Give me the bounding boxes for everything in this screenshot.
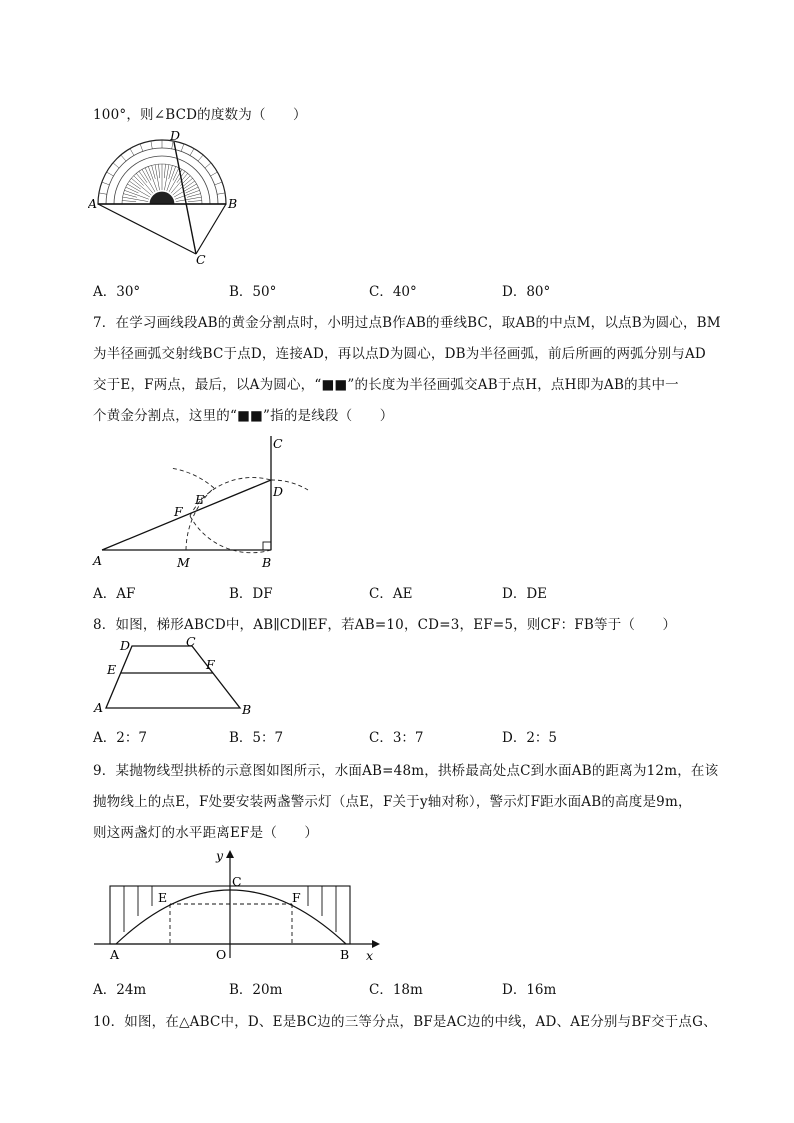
q6-protractor-figure bbox=[88, 128, 248, 268]
q10-line: 10．如图，在△ABC中，D、E是BC边的三等分点，BF是AC边的中线，AD、AE分别与BF交于点G、 bbox=[93, 1014, 717, 1030]
q8-option-a[interactable]: A．2：7 bbox=[93, 730, 147, 746]
q6-option-c[interactable]: C．40° bbox=[369, 284, 417, 300]
q9-option-c[interactable]: C．18m bbox=[369, 982, 423, 998]
q8-label-d: D bbox=[120, 638, 131, 653]
q9-option-d[interactable]: D．16m bbox=[502, 982, 557, 998]
q6-text: 100°，则∠BCD的度数为（ ） bbox=[93, 107, 307, 123]
q8-label-a: A bbox=[94, 700, 104, 715]
q6-label-a: A bbox=[88, 196, 98, 211]
q9-label-a: A bbox=[110, 947, 120, 962]
q7-golden-section-figure bbox=[90, 432, 320, 572]
q9-line-2: 抛物线上的点E，F处要安装两盏警示灯（点E，F关于y轴对称），警示灯F距水面AB的高度是9m， bbox=[93, 794, 692, 810]
q7-option-a[interactable]: A．AF bbox=[93, 586, 136, 602]
q7-label-d: D bbox=[273, 484, 284, 499]
q7-label-b: B bbox=[262, 555, 272, 570]
q7-line-2: 为半径画弧交射线BC于点D，连接AD，再以点D为圆心，DB为半径画弧，前后所画的两弧分别与AD bbox=[93, 346, 706, 362]
q7-option-d[interactable]: D．DE bbox=[502, 586, 548, 602]
q8-option-d[interactable]: D．2：5 bbox=[502, 730, 558, 746]
q8-option-c[interactable]: C．3：7 bbox=[369, 730, 424, 746]
q9-label-c: C bbox=[232, 874, 242, 889]
q8-label-c: C bbox=[186, 636, 196, 649]
q9-line-3: 则这两盏灯的水平距离EF是（ ） bbox=[93, 825, 319, 841]
q8-label-f: F bbox=[206, 657, 215, 672]
q9-line-1: 9．某抛物线型拱桥的示意图如图所示，水面AB=48m，拱桥最高处点C到水面AB的距离为12m，在该 bbox=[93, 763, 719, 779]
q9-arch-bridge-figure bbox=[90, 846, 390, 966]
q9-label-f: F bbox=[292, 890, 301, 905]
q6-label-c: C bbox=[196, 252, 206, 267]
q9-label-b: B bbox=[340, 947, 350, 962]
q7-option-c[interactable]: C．AE bbox=[369, 586, 413, 602]
q6-option-d[interactable]: D．80° bbox=[502, 284, 551, 300]
q8-option-b[interactable]: B．5：7 bbox=[229, 730, 284, 746]
q7-label-a: A bbox=[93, 553, 103, 568]
q8-line: 8．如图，梯形ABCD中，AB∥CD∥EF，若AB=10，CD=3，EF=5，则CF：FB等于（ ） bbox=[93, 617, 677, 633]
q7-line-1: 7．在学习画线段AB的黄金分割点时，小明过点B作AB的垂线BC，取AB的中点M，以点B为圆心，BM bbox=[93, 315, 721, 331]
q7-line-3: 交于E，F两点，最后，以A为圆心，“■■”的长度为半径画弧交AB于点H，点H即为AB的其中一 bbox=[93, 377, 679, 393]
q6-option-b[interactable]: B．50° bbox=[229, 284, 277, 300]
q9-label-x: x bbox=[366, 948, 374, 963]
q6-option-a[interactable]: A．30° bbox=[93, 284, 141, 300]
q7-label-e: E bbox=[195, 492, 205, 507]
q9-label-e: E bbox=[158, 890, 168, 905]
q9-label-o: O bbox=[216, 947, 227, 962]
q7-label-m: M bbox=[177, 555, 190, 570]
q8-trapezoid-figure bbox=[90, 636, 260, 718]
q9-option-b[interactable]: B．20m bbox=[229, 982, 283, 998]
q7-label-f: F bbox=[174, 504, 183, 519]
q6-label-d: D bbox=[170, 128, 181, 143]
q8-label-b: B bbox=[242, 702, 252, 717]
q9-option-a[interactable]: A．24m bbox=[93, 982, 147, 998]
q7-option-b[interactable]: B．DF bbox=[229, 586, 273, 602]
q7-line-4: 个黄金分割点，这里的“■■”指的是线段（ ） bbox=[93, 408, 394, 424]
q6-label-b: B bbox=[228, 196, 238, 211]
q7-label-c: C bbox=[273, 436, 283, 451]
q8-label-e: E bbox=[107, 662, 117, 677]
q9-label-y: y bbox=[216, 848, 224, 863]
